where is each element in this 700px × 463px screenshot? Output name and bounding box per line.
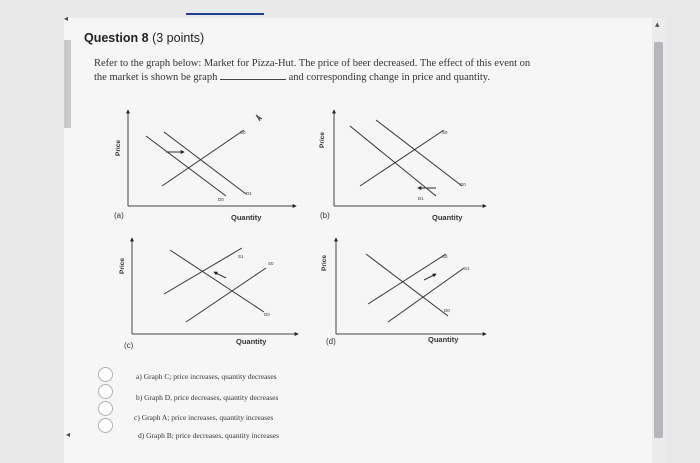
graph-a-d1: D1 [246, 191, 252, 196]
graph-d-yaxis: Price [321, 255, 328, 271]
graph-c-yaxis: Price [119, 258, 126, 274]
graph-b-d1: D1 [418, 196, 424, 201]
graph-a [114, 110, 296, 222]
graph-a-s0: S0 [240, 130, 246, 135]
option-c-radio[interactable] [98, 401, 113, 416]
graph-a-d0: D0 [218, 197, 224, 202]
graph-c-d0: D0 [264, 312, 270, 317]
graph-d-s1: S1 [464, 266, 470, 271]
graph-b-yaxis: Price [319, 132, 326, 148]
option-c-label[interactable]: c) Graph A; price increases, quantity increases [134, 413, 274, 422]
option-b-radio[interactable] [98, 384, 113, 399]
left-arrow-icon: ◂ [64, 14, 69, 23]
left-scroll-indicator [64, 40, 71, 128]
graph-b-xaxis: Quantity [432, 213, 463, 222]
graph-b [319, 110, 486, 222]
graph-b-d0: D0 [460, 182, 466, 187]
prompt-text-2: and corresponding change in price and quantity. [288, 72, 490, 83]
answer-blank [220, 70, 286, 80]
graph-d-s0: S0 [442, 254, 448, 259]
scrollbar-thumb[interactable] [654, 42, 663, 438]
top-accent-rule [186, 13, 264, 15]
option-a-label[interactable]: a) Graph C; price increases, quantity decreases [136, 372, 277, 381]
option-a-radio[interactable] [98, 367, 113, 382]
graph-d-xaxis: Quantity [428, 335, 459, 344]
graphs-svg [106, 108, 500, 358]
prompt-text-1: Refer to the graph below: Market for Pizza-Hut. The price of beer decreased. The effect of this event on the market is shown be graph [94, 58, 531, 83]
graph-b-label: (b) [320, 211, 330, 220]
option-b-label[interactable]: b) Graph D, price decreases, quantity decreases [136, 393, 279, 402]
graph-d-d0: D0 [444, 308, 450, 313]
graph-d [321, 238, 486, 346]
option-d-radio[interactable] [98, 418, 113, 433]
question-title [84, 31, 204, 45]
question-points: (3 points) [152, 31, 205, 45]
graph-c-s1: S1 [238, 254, 244, 259]
question-number: Question 8 [84, 31, 149, 45]
left-arrow-icon-bottom: ◂ [66, 430, 71, 439]
graphs-figure [106, 108, 500, 358]
graph-b-s0: S0 [442, 130, 448, 135]
graph-a-yaxis: Price [115, 140, 122, 156]
graph-a-xaxis: Quantity [231, 213, 262, 222]
question-prompt [94, 58, 544, 84]
scroll-up-arrow-icon[interactable]: ▴ [655, 20, 660, 30]
graph-c [119, 238, 298, 350]
graph-a-label: (a) [114, 211, 124, 220]
graph-c-label: (c) [124, 341, 134, 350]
graph-c-s0: S0 [268, 261, 274, 266]
graph-d-label: (d) [326, 337, 336, 346]
option-d-label[interactable]: d) Graph B; price decreases, quantity increases [138, 431, 279, 440]
graph-c-xaxis: Quantity [236, 337, 267, 346]
